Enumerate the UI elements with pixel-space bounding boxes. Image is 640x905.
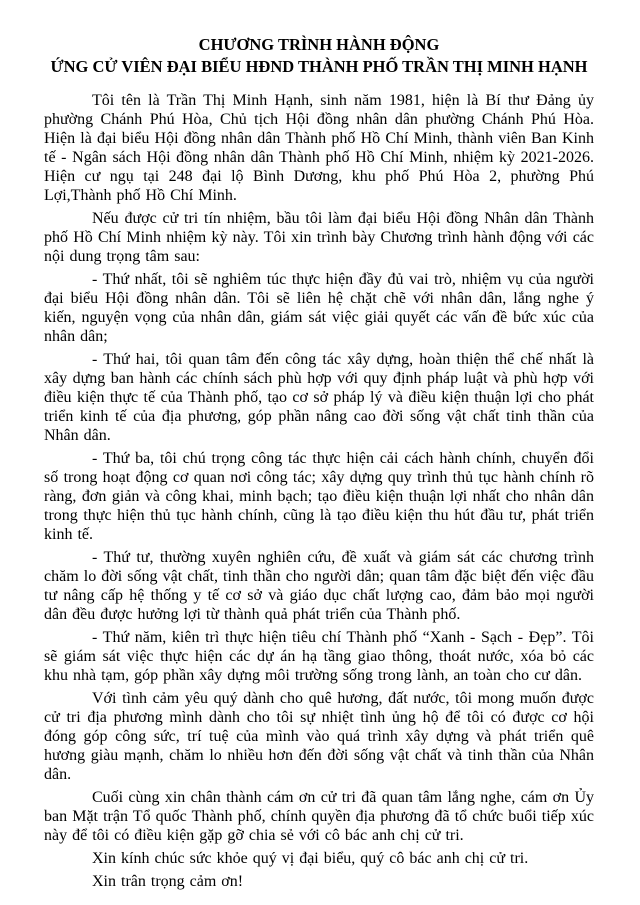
paragraph-point-2: - Thứ hai, tôi quan tâm đến công tác xây dựng, hoàn thiện thể chế nhất là xây dựng ban hành các chính sách phù hợp với quy định pháp luật và phù hợp với điều kiện thực tế của Thành phố, tạo cơ sở pháp lý và điều kiện thuận lợi cho phát triển kinh tế của địa phương, góp phần nâng cao đời sống vật chất tinh thần của Nhân dân. [44, 351, 594, 444]
paragraph-intro-bio: Tôi tên là Trần Thị Minh Hạnh, sinh năm 1981, hiện là Bí thư Đảng ủy phường Chánh Phú Hòa, Chủ tịch Hội đồng nhân dân phường Chánh Phú Hòa. Hiện là đại biểu Hội đồng nhân dân Thành phố Hồ Chí Minh, thành viên Ban Kinh tế - Ngân sách Hội đồng nhân dân Thành phố Hồ Chí Minh, nhiệm kỳ 2021-2026. Hiện cư ngụ tại 248 đại lộ Bình Dương, khu phố Phú Hòa 2, phường Phú Lợi,Thành phố Hồ Chí Minh. [44, 92, 594, 204]
paragraph-point-5: - Thứ năm, kiên trì thực hiện tiêu chí Thành phố “Xanh - Sạch - Đẹp”. Tôi sẽ giám sát việc thực hiện các dự án hạ tầng giao thông, thoát nước, xóa bỏ các khu nhà tạm, góp phần xây dựng môi trường sống trong lành, an toàn cho cư dân. [44, 629, 594, 684]
paragraph-point-4: - Thứ tư, thường xuyên nghiên cứu, đề xuất và giám sát các chương trình chăm lo đời sống vật chất, tinh thần cho người dân; quan tâm đặc biệt đến việc đầu tư nâng cấp hệ thống y tế cơ sở và giáo dục chất lượng cao, đảm bảo mọi người dân đều được hưởng lợi từ thành quả phát triển của Thành phố. [44, 549, 594, 623]
title-line-1: CHƯƠNG TRÌNH HÀNH ĐỘNG [198, 35, 440, 54]
title-line-2: ỨNG CỬ VIÊN ĐẠI BIỂU HĐND THÀNH PHỐ TRẦN THỊ MINH HẠNH [50, 57, 588, 76]
paragraph-point-3: - Thứ ba, tôi chú trọng công tác thực hiện cải cách hành chính, chuyển đổi số trong hoạt động cơ quan nơi công tác; xây dựng quy trình thủ tục hành chính rõ ràng, đơn giản và công khai, minh bạch; tạo điều kiện thuận lợi nhất cho nhân dân trong thực hiện thủ tục hành chính, cũng là tạo điều kiện thu hút đầu tư, phát triển kinh tế. [44, 450, 594, 543]
paragraph-wishes: Xin kính chúc sức khỏe quý vị đại biểu, quý cô bác anh chị cử tri. [92, 850, 529, 867]
paragraph-intent: Nếu được cử tri tín nhiệm, bầu tôi làm đại biểu Hội đồng Nhân dân Thành phố Hồ Chí Minh nhiệm kỳ này. Tôi xin trình bày Chương trình hành động với các nội dung trọng tâm sau: [44, 210, 594, 265]
doc-body [44, 91, 594, 891]
paragraph-thanks: Cuối cùng xin chân thành cám ơn cử tri đã quan tâm lắng nghe, cám ơn Ủy ban Mặt trận Tổ quốc Thành phố, chính quyền địa phương đã tổ chức buổi tiếp xúc này để tôi có điều kiện gặp gỡ chia sẻ với cô bác anh chị cử tri. [44, 789, 594, 844]
doc-title [44, 34, 594, 78]
paragraph-closing: Xin trân trọng cảm ơn! [92, 873, 244, 890]
paragraph-appeal: Với tình cảm yêu quý dành cho quê hương, đất nước, tôi mong muốn được cử tri địa phương mình dành cho tôi sự nhiệt tình ủng hộ để tôi có được cơ hội đóng góp công sức, trí tuệ của mình vào quá trình xây dựng và phát triển quê hương giàu mạnh, chăm lo nhiều hơn đến đời sống vật chất và tinh thần của Nhân dân. [44, 690, 594, 783]
paragraph-point-1: - Thứ nhất, tôi sẽ nghiêm túc thực hiện đầy đủ vai trò, nhiệm vụ của người đại biểu Hội đồng nhân dân. Tôi sẽ liên hệ chặt chẽ với nhân dân, lắng nghe ý kiến, nguyện vọng của nhân dân, giám sát việc giải quyết các vấn đề bức xúc của nhân dân; [44, 271, 594, 345]
